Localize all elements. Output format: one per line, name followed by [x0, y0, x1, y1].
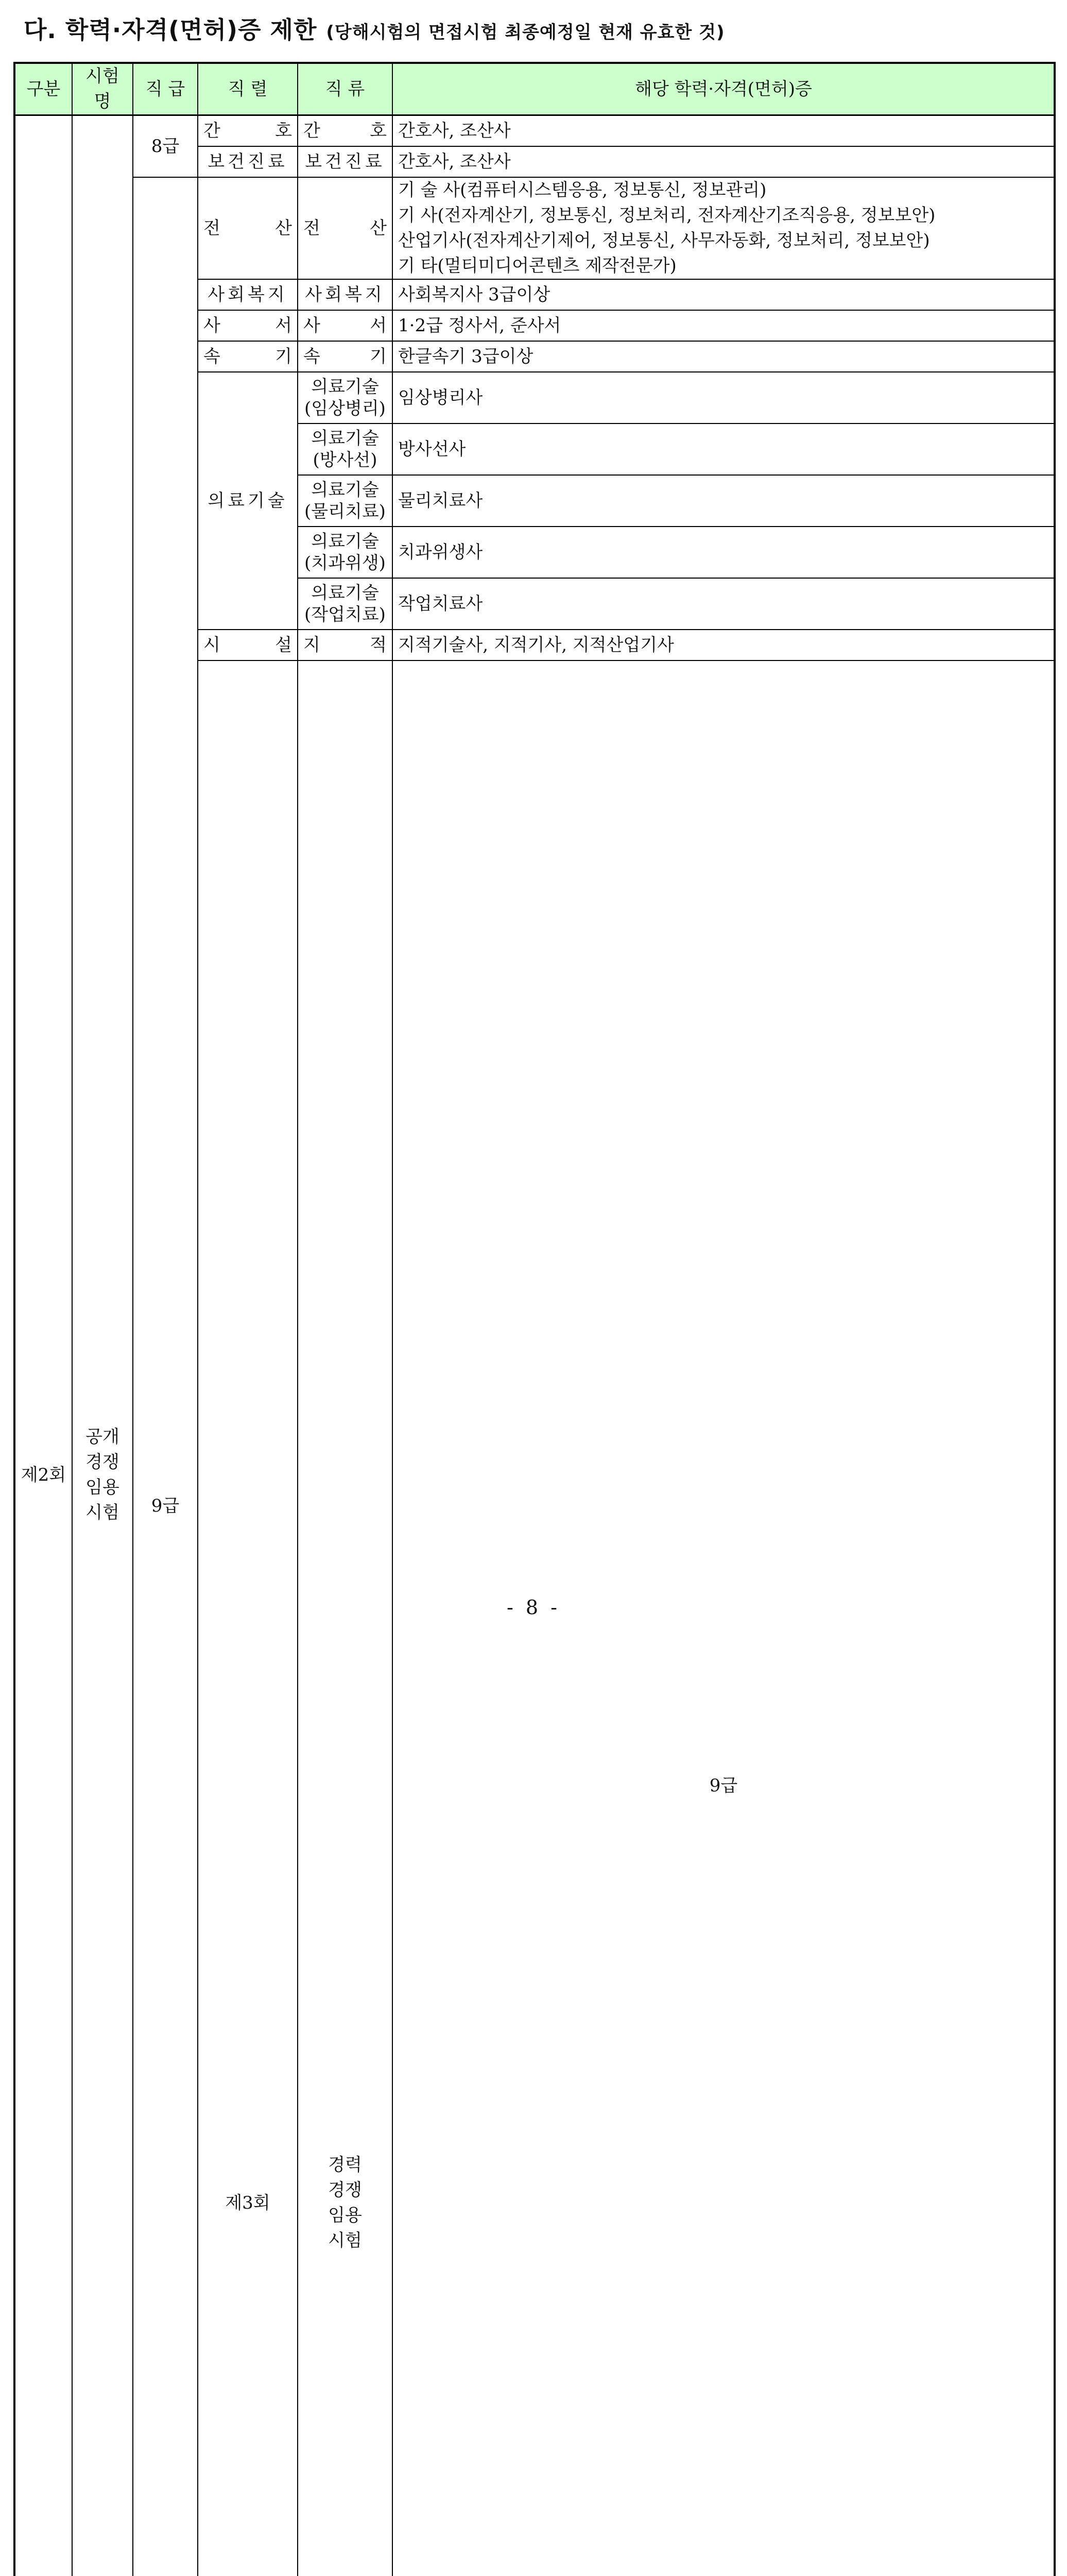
round-cell: 제3회	[198, 660, 298, 2576]
page-number: - 8 -	[0, 1596, 1067, 1619]
class-cell: 의료기술 (물리치료)	[298, 475, 392, 527]
heading-title: 다. 학력·자격(면허)증 제한	[24, 11, 317, 45]
class-cell: 의료기술 (치과위생)	[298, 527, 392, 578]
grade-cell: 9급	[133, 177, 198, 2576]
requirement-cell: 물리치료사	[392, 475, 1055, 527]
requirement-cell: 간호사, 조산사	[392, 115, 1055, 147]
table-header-row	[14, 63, 1055, 115]
class-cell: 의료기술 (작업치료)	[298, 578, 392, 630]
heading-subtitle: (당해시험의 면접시험 최종예정일 현재 유효한 것)	[326, 18, 725, 43]
series-cell: 시 설	[198, 630, 298, 660]
requirement-cell: 방사선사	[392, 423, 1055, 475]
header-exam: 시험명	[72, 63, 133, 115]
class-cell: 보건진료	[298, 146, 392, 177]
requirement-cell: 간호사, 조산사	[392, 146, 1055, 177]
exam-name-cell: 공개 경쟁 임용 시험	[72, 115, 133, 2576]
requirement-cell: 한글속기 3급이상	[392, 341, 1055, 372]
class-cell: 사회복지	[298, 279, 392, 310]
series-cell: 의료기술	[198, 372, 298, 630]
header-grade: 직 급	[133, 63, 198, 115]
series-cell: 간 호	[198, 115, 298, 147]
class-cell: 의료기술 (임상병리)	[298, 372, 392, 423]
header-category: 구분	[14, 63, 72, 115]
qualification-table	[13, 62, 1056, 2576]
requirement-cell: 사회복지사 3급이상	[392, 279, 1055, 310]
grade-cell: 9급	[392, 660, 1055, 2576]
series-cell: 전 산	[198, 177, 298, 279]
class-cell: 지 적	[298, 630, 392, 660]
class-cell: 속 기	[298, 341, 392, 372]
requirement-cell: 치과위생사	[392, 527, 1055, 578]
series-cell: 사회복지	[198, 279, 298, 310]
requirement-cell: 지적기술사, 지적기사, 지적산업기사	[392, 630, 1055, 660]
class-cell: 의료기술 (방사선)	[298, 423, 392, 475]
requirement-cell: 1·2급 정사서, 준사서	[392, 310, 1055, 341]
table-row	[14, 177, 1055, 279]
series-cell: 사 서	[198, 310, 298, 341]
series-cell: 보건진료	[198, 146, 298, 177]
header-class: 직 류	[298, 63, 392, 115]
grade-cell: 8급	[133, 115, 198, 178]
table-row	[14, 115, 1055, 147]
requirement-cell: 작업치료사	[392, 578, 1055, 630]
header-requirement: 해당 학력·자격(면허)증	[392, 63, 1055, 115]
class-cell: 간 호	[298, 115, 392, 147]
section-heading	[24, 11, 1048, 50]
requirement-cell: 임상병리사	[392, 372, 1055, 423]
round-cell: 제2회	[14, 115, 72, 2576]
series-cell: 속 기	[198, 341, 298, 372]
exam-name-cell: 경력 경쟁 임용 시험	[298, 660, 392, 2576]
header-series: 직 렬	[198, 63, 298, 115]
class-cell: 전 산	[298, 177, 392, 279]
requirement-cell: 기 술 사(컴퓨터시스템응용, 정보통신, 정보관리) 기 사(전자계산기, 정보통신, 정보처리, 전자계산기조직응용, 정보보안) 산업기사(전자계산기제어, 정보통신, 사무자동화, 정보처리, 정보보안) 기 타(멀티미디어콘텐츠 제작전문가)	[392, 177, 1055, 279]
class-cell: 사 서	[298, 310, 392, 341]
